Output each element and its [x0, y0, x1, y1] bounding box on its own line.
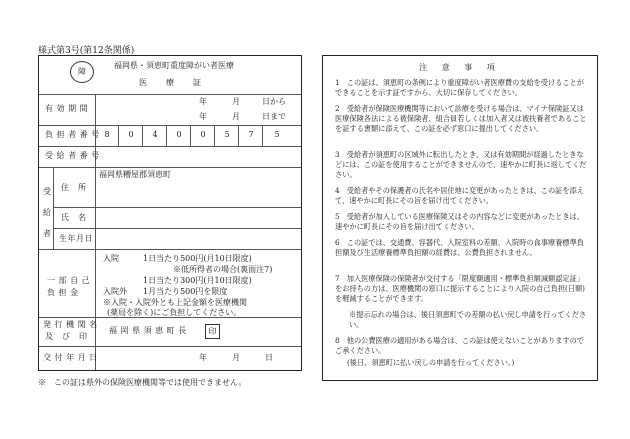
- recipient-number-row: [39, 146, 301, 168]
- notes-title: 注 意 事 項: [419, 63, 501, 72]
- outpatient-value: 1月当たり500円を限度: [143, 287, 228, 296]
- payer-digit: 5: [224, 130, 230, 139]
- address-value: 福岡県糟屋郡須恵町: [99, 170, 171, 179]
- issuer-seal: 印: [205, 324, 220, 339]
- note-item: 4 受給者やその保護者の氏名や居住地に変更があったときは、この証を添えて、速やかに町長にその旨を届け出てください。: [335, 186, 584, 205]
- payer-digit: 0: [128, 130, 134, 139]
- copay-label: 一 部 自 己: [47, 276, 91, 285]
- note-item: 3 受給者が須恵町の区域外に転出したとき、又は有効期間が経過したときなどには、この証を使用することができませんので、速やかに町長に返してください。: [335, 150, 587, 179]
- issuer-name: 福 岡 県 須 恵 町 長: [109, 326, 187, 335]
- medical-certificate-card: [38, 55, 302, 371]
- issue-date-label: 交 付 年 月 日: [43, 353, 98, 362]
- issue-date-row: 交 付 年 月 日 年 月 日: [39, 346, 301, 370]
- note-item: 1 この証は、須恵町の条例により重度障がい者医療費の支給を受けることができることを示す証ですから、大切に保存してください。: [335, 78, 584, 97]
- inpatient-value: 1日当たり500円(月10日限度): [143, 254, 252, 263]
- payer-digit: 7: [248, 130, 254, 139]
- name-row: [53, 207, 301, 229]
- header-subtitle: 医 療 証: [139, 78, 202, 87]
- payer-digit: 4: [152, 130, 158, 139]
- copay-label: 負 担 金: [47, 288, 79, 297]
- outpatient-label: 入院外: [103, 287, 127, 296]
- issuer-label: 発 行 機 関 名: [43, 320, 98, 329]
- recipient-group-label: 受 給 者: [43, 187, 51, 238]
- note-item: 5 受給者が加入している医療保険又はその内容などに変更があったときは、速やかに町長にその旨を届け出てください。: [335, 212, 584, 231]
- copay-note: (薬局を除く)にご負担してください。: [107, 308, 242, 317]
- address-row: [53, 167, 301, 208]
- note-item: ※提示忘れの場合は、後日須恵町での差額の払い戻し申請を行ってください。: [349, 310, 587, 329]
- seal-circle: 障: [70, 61, 94, 83]
- payer-digit: 0: [200, 130, 206, 139]
- issuer-label: 及 び 印: [45, 332, 88, 341]
- issuer-row: [39, 317, 301, 347]
- copay-note: ※入院・入院外とも上記金額を医療機関: [103, 298, 247, 307]
- copay-row: [39, 249, 301, 318]
- valid-period-label: 有 効 期 間: [45, 104, 89, 113]
- form-number: 様式第3号(第12条関係): [38, 46, 135, 56]
- birth-date-label: 生年月日: [59, 234, 93, 243]
- name-label: 氏 名: [61, 213, 87, 222]
- inpatient-label: 入院: [103, 254, 119, 263]
- note-item: 6 この証では、交通費、容器代、入院室料の差額、入院時の食事療養標準負担額及び生活療養標準負担額の経費は、公費負担されません。: [335, 238, 584, 257]
- address-label: 住 所: [61, 183, 87, 192]
- low-income-value: 1日当たり300円(月10日限度): [143, 276, 252, 285]
- notes-panel: [322, 55, 598, 381]
- recipient-number-label: 受 給 者 番 号: [45, 151, 100, 160]
- note-item: 8 他の公費医療の適用がある場合は、この証は使えないことがありますのでご承ください。: [335, 336, 584, 355]
- note-item: 7 加入医療保険の保険者が交付する「限度額適用・標準負担額減額認定証」をお持ちの方は、医療機関の窓口に提示することにより入院の自己負担(日額)を軽減することができます。: [335, 274, 585, 303]
- low-income-note: ※低所得者の場合(裏面注7): [173, 265, 273, 274]
- payer-number-label: 負 担 者 番 号: [45, 130, 100, 139]
- valid-period-row: 有 効 期 間 年 月 日から 年 月 日まで: [39, 94, 301, 126]
- payer-digit: 5: [274, 130, 280, 139]
- payer-digit: 8: [104, 130, 110, 139]
- payer-digit: 0: [176, 130, 182, 139]
- footnote: ※ この証は県外の保険医療機関等では使用できません。: [38, 378, 247, 387]
- header-title: 福岡県・須恵町重度障がい者医療: [114, 61, 234, 70]
- note-item: 2 受給者が保険医療機関等において診療を受ける場合は、マイナ保険証又は医療保険各法による被保険者、組合員若しくは加入者又は被扶養者であることを証する書類に添えて、この証を必ず窓口に提出してください。: [335, 104, 587, 133]
- card-header: [39, 56, 301, 95]
- note-item: (後日、須恵町に払い戻しの申請を行ってください。): [347, 358, 515, 367]
